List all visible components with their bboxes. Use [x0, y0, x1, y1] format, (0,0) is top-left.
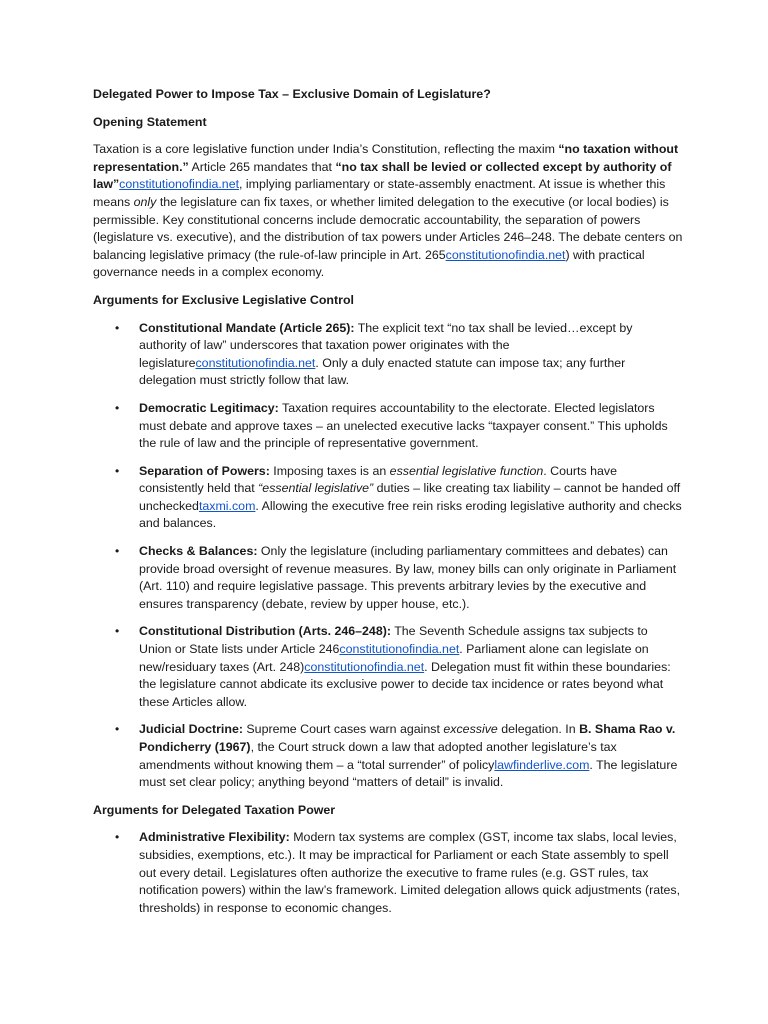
text-run: . Parliament alone can legislate on new/residuary taxes (Art. 248) [139, 642, 649, 674]
text-run: Imposing taxes is an [269, 463, 390, 478]
italic-run: excessive [443, 722, 498, 737]
source-link[interactable]: constitutionofindia.net [339, 642, 460, 657]
text-run: . Only a duly enacted statute can impose tax; any further delegation must strictly follow that law. [139, 355, 626, 388]
list-item [93, 721, 683, 791]
italic-run: only [133, 194, 157, 209]
source-link[interactable]: taxmi.com [198, 498, 256, 513]
item-lead: Democratic Legitimacy: [139, 400, 279, 415]
opening-statement-heading: Opening Statement [93, 114, 207, 129]
item-lead: Checks & Balances: [139, 544, 258, 559]
list-item [93, 543, 683, 613]
item-lead: Judicial Doctrine: [139, 722, 243, 737]
bold-run: “no tax shall be levied or collected except by authority of law” [93, 159, 672, 192]
bullet-icon: • [115, 320, 120, 335]
text-run: . Delegation must fit within these boundaries: the legislature cannot abdicate its exclusive power to decide tax incidence or rates beyond what these Articles allow. [139, 659, 671, 709]
bullet-icon: • [115, 722, 120, 737]
text-run: Taxation requires accountability to the electorate. Elected legislators must debate and approve taxes – an unelected executive lacks “taxpayer consent.” This upholds the rule of law and the principle of representative government. [139, 400, 668, 451]
text-run: . Allowing the executive free rein risks eroding legislative authority and checks and balances. [139, 498, 682, 531]
source-link[interactable]: constitutionofindia.net [445, 247, 566, 262]
text-run: The explicit text “no tax shall be levied…except by authority of law” underscores that taxation power originates with the legislature [139, 320, 633, 370]
item-lead: Constitutional Mandate (Article 265): [139, 320, 355, 335]
list-item [93, 829, 683, 917]
text-run: the legislature can fix taxes, or whether limited delegation to the executive (or local bodies) is permissible. Key constitutional concerns include democratic accountability, the separation of powers (legislature vs. executive), and the distribution of tax powers under Articles 246–248. The debate centers on balancing legislative primacy (the rule-of-law principle in Art. 265 [93, 194, 683, 262]
source-link[interactable]: constitutionofindia.net [195, 355, 316, 370]
text-run: Modern tax systems are complex (GST, income tax slabs, local levies, subsidies, exemptions, etc.). It may be impractical for Parliament or each State assembly to spell out every detail. Legislatures often authorize the executive to frame rules (e.g. GST rules, tax notification powers) within the law’s framework. Limited delegation allows quick adjustments (rates, thresholds) in response to economic changes. [139, 830, 681, 915]
bold-run: B. Shama Rao v. Pondicherry (1967) [139, 722, 676, 754]
item-lead: Separation of Powers: [139, 463, 270, 478]
bullet-icon: • [115, 544, 120, 559]
exclusive-control-heading: Arguments for Exclusive Legislative Control [93, 292, 354, 307]
bold-run: “no taxation without representation.” [93, 142, 679, 174]
text-run: Taxation is a core legislative function under India’s Constitution, reflecting the maxim [93, 142, 559, 157]
bullet-icon: • [115, 463, 120, 478]
delegated-power-heading: Arguments for Delegated Taxation Power [93, 802, 336, 817]
delegated-arguments-list [93, 829, 683, 917]
italic-run: “essential legislative” [258, 481, 374, 496]
text-run: . Courts have consistently held that [139, 463, 617, 496]
text-run: delegation. In [497, 722, 580, 737]
text-run: , implying parliamentary or state-assembly enactment. At issue is whether this means [93, 177, 666, 209]
bullet-icon: • [115, 400, 120, 415]
text-run: ) with practical governance needs in a complex economy. [93, 247, 645, 280]
opening-statement-paragraph [93, 141, 683, 282]
text-run: duties – like creating tax liability – cannot be handed off unchecked [139, 481, 681, 513]
list-item [93, 400, 683, 453]
source-link[interactable]: constitutionofindia.net [304, 659, 425, 674]
exclusive-arguments-list [93, 320, 683, 792]
text-run: Supreme Court cases warn against [242, 722, 444, 737]
item-lead: Administrative Flexibility: [139, 830, 290, 845]
bullet-icon: • [115, 624, 120, 639]
source-link[interactable]: constitutionofindia.net [119, 177, 240, 192]
text-run: Only the legislature (including parliamentary committees and debates) can provide broad oversight of revenue measures. By law, money bills can only originate in Parliament (Art. 110) and require legislative passage. This prevents arbitrary levies by the executive and ensures transparency (debate, review by upper house, etc.). [139, 544, 677, 611]
source-link[interactable]: lawfinderlive.com [494, 757, 590, 772]
bullet-icon: • [115, 830, 120, 845]
text-run: The Seventh Schedule assigns tax subjects to Union or State lists under Article 246 [139, 624, 648, 657]
text-run: Article 265 mandates that [188, 159, 336, 174]
list-item [93, 463, 683, 533]
italic-run: essential legislative function [389, 463, 544, 478]
item-lead: Constitutional Distribution (Arts. 246–248): [139, 624, 391, 639]
text-run: . The legislature must set clear policy; anything beyond “matters of detail” is invalid. [139, 757, 678, 790]
document-title: Delegated Power to Impose Tax – Exclusive Domain of Legislature? [93, 87, 491, 101]
document-page [93, 86, 683, 927]
list-item [93, 623, 683, 711]
list-item [93, 320, 683, 390]
text-run: , the Court struck down a law that adopted another legislature’s tax amendments without knowing them – a “total surrender” of policy [139, 740, 617, 772]
